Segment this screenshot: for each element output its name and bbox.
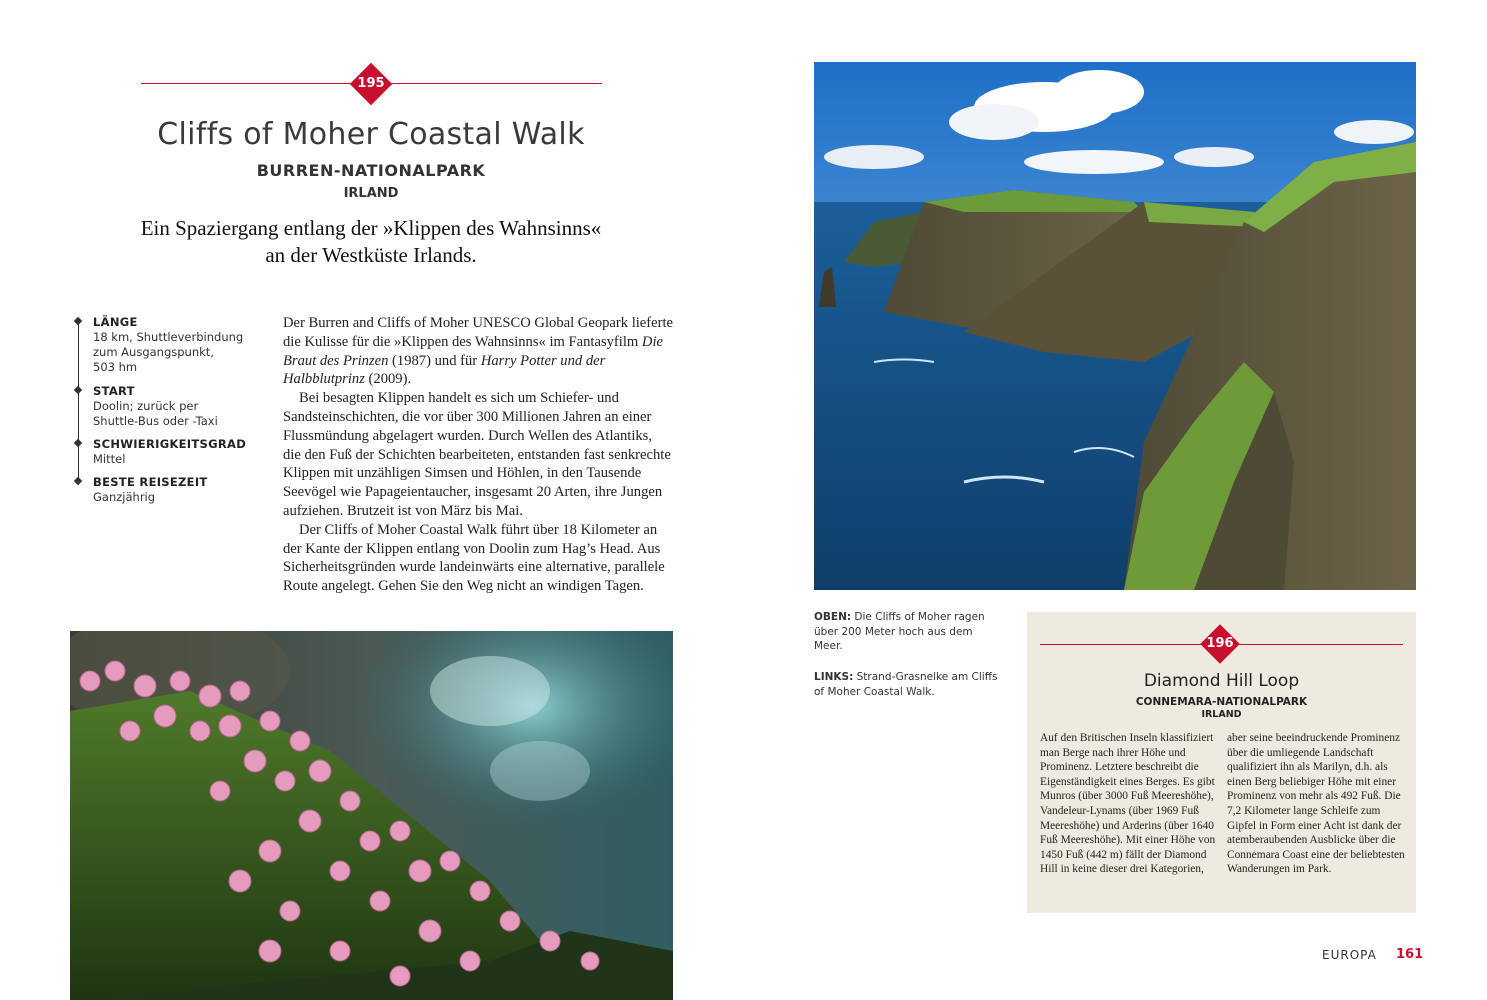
- film-title: Die Braut des Prinzen: [283, 333, 663, 369]
- info-bullet: [74, 317, 82, 325]
- info-bullet: [74, 439, 82, 447]
- info-bullet: [74, 477, 82, 485]
- body-text-run: (1987) und für: [388, 352, 481, 369]
- info-value-length: [93, 330, 253, 375]
- page-number: 161: [1396, 947, 1424, 962]
- info-label-difficulty: SCHWIERIGKEITSGRAD: [93, 437, 247, 451]
- caption-label: OBEN:: [814, 611, 852, 623]
- park-name: BURREN-NATIONALPARK: [256, 161, 486, 180]
- flowers-illustration: [70, 631, 673, 1000]
- sidebar-park: CONNEMARA-NATIONALPARK: [1135, 696, 1308, 708]
- caption-label: LINKS:: [814, 671, 854, 683]
- body-paragraph-3: Der Cliffs of Moher Coastal Walk führt über 18 Kilometer an der Kante der Klippen entlang von Doolin zum Hag’s Head. Aus Sicherheitsgründen wurde landeinwärts eine alternative, parallele Route angelegt. Gehen Sie den Weg nicht an windigen Tagen.: [283, 521, 665, 595]
- footer-section: EUROPA: [1322, 948, 1377, 962]
- body-paragraph-1: [283, 314, 673, 389]
- body-text: [283, 314, 673, 596]
- body-text-run: Der Burren and Cliffs of Moher UNESCO Global Geopark lieferte die Kulisse für die »Klippen des Wahnsinns« im Fantasyfilm: [283, 315, 674, 350]
- info-value-difficulty: [93, 452, 253, 467]
- caption-text: Strand-Grasnelke am Cliffs of Moher Coastal Walk.: [814, 671, 998, 698]
- body-paragraph-2: Bei besagten Klippen handelt es sich um Schiefer- und Sandsteinschichten, die vor über 300 Millionen Jahren an einer Flussmündung abgelagert wurden. Durch Wellen des Atlantiks, die den Fuß der Schichten bearbeiteten, entstanden fast senkrechte Klippen mit unzähligen Simsen und Höhlen, in den Tausende Seevögel wie Papageientaucher, insgesamt 20 Arten, ihre Jungen aufziehen. Brutzeit ist von März bis Mai.: [283, 390, 671, 519]
- info-value-start: [93, 399, 253, 429]
- info-value-line: Ganzjährig: [93, 490, 156, 504]
- info-label-length: LÄNGE: [93, 315, 138, 329]
- info-value-line: zum Ausgangspunkt,: [93, 345, 214, 359]
- sidebar-country: IRLAND: [1201, 709, 1242, 720]
- sidebar-column-1: Auf den Britischen Inseln klassifiziert man Berge nach ihrer Höhe und Prominenz. Letztere beschreibt die Eigenständigkeit eines Berges. Es gibt Munros (über 3000 Fuß Meereshöhe), Vandeleur-Lynams (über 1969 Fuß Meereshöhe) und Arderins (über 1640 Fuß Meereshöhe). Mit einer Höhe von 1450 Fuß (442 m) fällt der Diamond Hill in keine dieser drei Kategorien,: [1040, 732, 1216, 876]
- subtitle-line-1: Ein Spaziergang entlang der »Klippen des Wahnsinns«: [140, 216, 602, 240]
- info-value-line: Mittel: [93, 452, 126, 466]
- caption-left: [814, 670, 1004, 699]
- info-label-start: START: [93, 384, 135, 398]
- cliffs-photo: [814, 62, 1416, 590]
- flowers-photo: [70, 631, 673, 1000]
- sidebar-column-2: aber seine beeindruckende Prominenz über die umliegende Landschaft qualifiziert ihn als Marilyn, d.h. als einen Berg beliebiger Höhe mit einer Prominenz von mehr als 492 Fuß. Die 7,2 Kilometer lange Schleife zum Gipfel in Form einer Acht ist dank der atemberaubenden Ausblicke über die Connemara Coast eine der beliebtesten Wanderungen im Park.: [1227, 732, 1405, 876]
- film-title: Harry Potter und der Halbblutprinz: [283, 352, 606, 388]
- info-bullet: [74, 386, 82, 394]
- info-timeline: [78, 320, 79, 485]
- info-value-line: 503 hm: [93, 360, 138, 374]
- sidebar-title: Diamond Hill Loop: [1143, 671, 1300, 691]
- page-title: Cliffs of Moher Coastal Walk: [157, 117, 585, 152]
- body-text-run: (2009).: [364, 371, 412, 388]
- caption-top: [814, 610, 1004, 654]
- sidebar-number: 196: [1206, 636, 1234, 651]
- info-value-line: Shuttle-Bus oder -Taxi: [93, 414, 218, 428]
- caption-text: Die Cliffs of Moher ragen über 200 Meter hoch aus dem Meer.: [814, 611, 985, 652]
- info-label-season: BESTE REISEZEIT: [93, 475, 208, 489]
- entry-number: 195: [357, 76, 385, 91]
- cliffs-illustration: [814, 62, 1416, 590]
- subtitle-line-2: an der Westküste Irlands.: [265, 243, 477, 267]
- info-value-line: 18 km, Shuttleverbindung: [93, 330, 244, 344]
- info-value-line: Doolin; zurück per: [93, 399, 199, 413]
- country-name: IRLAND: [343, 186, 399, 201]
- info-value-season: [93, 490, 253, 505]
- subtitle: [110, 215, 632, 269]
